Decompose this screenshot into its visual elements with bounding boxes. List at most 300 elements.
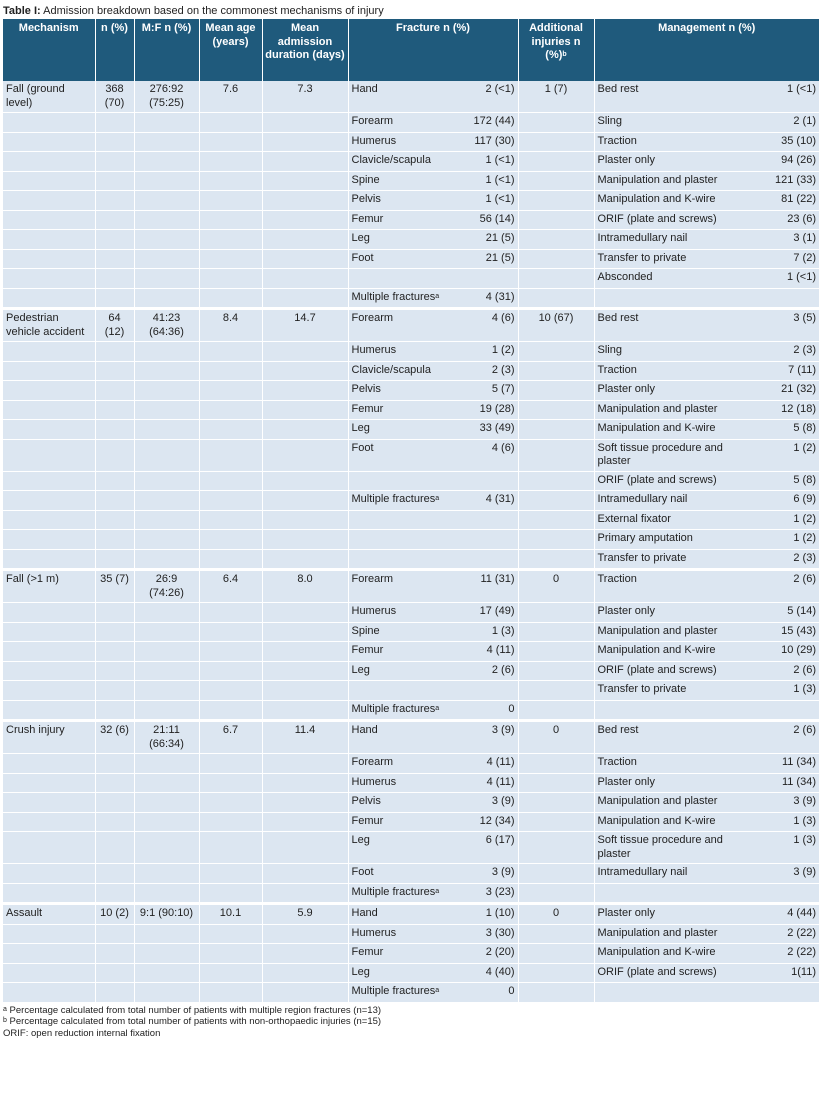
table-row: [3, 471, 819, 491]
empty-cell: [199, 944, 262, 964]
empty-cell: [262, 832, 348, 864]
additional-injuries-cell: [518, 603, 594, 623]
management-count-cell: 5 (8): [739, 420, 819, 440]
empty-cell: [199, 191, 262, 211]
management-count-cell: 1 (<1): [739, 269, 819, 289]
header-mf: M:F n (%): [134, 19, 199, 81]
fracture-count-cell: [460, 530, 518, 550]
empty-cell: [134, 230, 199, 250]
empty-cell: [3, 152, 95, 172]
management-count-cell: 1 (3): [739, 681, 819, 701]
empty-cell: [95, 152, 134, 172]
management-type-cell: Manipulation and plaster: [594, 171, 739, 191]
empty-cell: [3, 603, 95, 623]
management-type-cell: Sling: [594, 113, 739, 133]
fracture-count-cell: [460, 510, 518, 530]
fracture-type: Spine: [351, 624, 380, 637]
table-row: [3, 642, 819, 662]
management-type-cell: Plaster only: [594, 904, 739, 925]
fracture-type-cell: [348, 249, 460, 269]
fracture-count-cell: [460, 681, 518, 701]
fracture-count-cell: 4 (31): [460, 288, 518, 309]
management-type-cell: Traction: [594, 361, 739, 381]
management-type-cell: Traction: [594, 754, 739, 774]
empty-cell: [262, 642, 348, 662]
footnote-b-marker: b: [562, 51, 567, 58]
empty-cell: [199, 491, 262, 511]
empty-cell: [262, 171, 348, 191]
mean-duration-cell: 14.7: [262, 309, 348, 342]
additional-injuries-cell: [518, 113, 594, 133]
empty-cell: [199, 230, 262, 250]
empty-cell: [262, 754, 348, 774]
header-fracture: Fracture n (%): [348, 19, 518, 81]
empty-cell: [199, 288, 262, 309]
management-type-cell: Manipulation and plaster: [594, 400, 739, 420]
empty-cell: [262, 420, 348, 440]
fracture-count-cell: [460, 471, 518, 491]
footnote-marker: a: [3, 1005, 7, 1013]
management-type-cell: Soft tissue procedure and plaster: [594, 439, 739, 471]
empty-cell: [199, 864, 262, 884]
fracture-type-cell: [348, 924, 460, 944]
fracture-count-cell: 4 (6): [460, 309, 518, 342]
management-count-cell: 7 (2): [739, 249, 819, 269]
empty-cell: [134, 342, 199, 362]
empty-cell: [3, 681, 95, 701]
empty-cell: [199, 249, 262, 269]
fracture-type-cell: [348, 113, 460, 133]
fracture-type-cell: [348, 230, 460, 250]
footnote-a-marker: a: [435, 887, 440, 895]
fracture-count-cell: 4 (11): [460, 773, 518, 793]
management-type-cell: Intramedullary nail: [594, 491, 739, 511]
management-count-cell: 1 (2): [739, 530, 819, 550]
fracture-type: Clavicle/scapula: [351, 154, 431, 166]
table-row: [3, 132, 819, 152]
fracture-count-cell: 4 (11): [460, 642, 518, 662]
empty-cell: [134, 864, 199, 884]
fracture-count-cell: 5 (7): [460, 381, 518, 401]
management-type-cell: Soft tissue procedure and plaster: [594, 832, 739, 864]
empty-cell: [199, 361, 262, 381]
empty-cell: [262, 210, 348, 230]
fracture-count-cell: 3 (9): [460, 864, 518, 884]
table-row: [3, 152, 819, 172]
additional-injuries-cell: [518, 230, 594, 250]
empty-cell: [134, 361, 199, 381]
fracture-count-cell: 3 (23): [460, 883, 518, 904]
empty-cell: [95, 603, 134, 623]
empty-cell: [134, 152, 199, 172]
n-cell: 368 (70): [95, 81, 134, 113]
empty-cell: [3, 249, 95, 269]
empty-cell: [134, 924, 199, 944]
fracture-type-cell: [348, 400, 460, 420]
additional-injuries-cell: [518, 171, 594, 191]
footnote-a-marker: a: [435, 987, 440, 994]
management-type-cell: ORIF (plate and screws): [594, 471, 739, 491]
fracture-type-cell: [348, 381, 460, 401]
empty-cell: [3, 132, 95, 152]
management-type-cell: Plaster only: [594, 381, 739, 401]
fracture-type: Leg: [351, 834, 370, 846]
fracture-type-cell: [348, 510, 460, 530]
empty-cell: [3, 549, 95, 570]
empty-cell: [3, 400, 95, 420]
fracture-type: Leg: [351, 663, 370, 676]
fracture-type: Femur: [351, 644, 384, 656]
fracture-type-cell: [348, 269, 460, 289]
empty-cell: [134, 793, 199, 813]
empty-cell: [95, 642, 134, 662]
fracture-count-cell: 1 (10): [460, 904, 518, 925]
management-count-cell: 1 (3): [739, 812, 819, 832]
fracture-count-cell: 2 (<1): [460, 81, 518, 113]
empty-cell: [262, 288, 348, 309]
fracture-type-cell: [348, 132, 460, 152]
empty-cell: [3, 288, 95, 309]
fracture-type-cell: [348, 864, 460, 884]
management-type-cell: Absconded: [594, 269, 739, 289]
additional-injuries-cell: [518, 983, 594, 1002]
fracture-type-cell: [348, 883, 460, 904]
table-row: [3, 269, 819, 289]
empty-cell: [199, 924, 262, 944]
empty-cell: [3, 510, 95, 530]
empty-cell: [199, 269, 262, 289]
empty-cell: [95, 681, 134, 701]
empty-cell: [199, 661, 262, 681]
fracture-type-cell: [348, 210, 460, 230]
management-type-cell: Sling: [594, 342, 739, 362]
empty-cell: [134, 642, 199, 662]
empty-cell: [95, 510, 134, 530]
mean-duration-cell: 5.9: [262, 904, 348, 925]
management-count-cell: 5 (14): [739, 603, 819, 623]
empty-cell: [95, 400, 134, 420]
fracture-count-cell: 2 (3): [460, 361, 518, 381]
management-type-cell: Manipulation and plaster: [594, 622, 739, 642]
mechanism-cell: Assault: [3, 904, 95, 925]
fracture-type: Spine: [351, 173, 380, 186]
empty-cell: [134, 603, 199, 623]
table-row: [3, 342, 819, 362]
empty-cell: [199, 963, 262, 983]
empty-cell: [199, 832, 262, 864]
empty-cell: [3, 883, 95, 904]
table-row: [3, 793, 819, 813]
management-count-cell: 11 (34): [739, 754, 819, 774]
management-count-cell: 10 (29): [739, 642, 819, 662]
management-count-cell: 12 (18): [739, 400, 819, 420]
empty-cell: [262, 381, 348, 401]
empty-cell: [199, 700, 262, 721]
empty-cell: [95, 191, 134, 211]
empty-cell: [3, 642, 95, 662]
additional-injuries-cell: [518, 944, 594, 964]
additional-injuries-cell: [518, 924, 594, 944]
empty-cell: [95, 269, 134, 289]
fracture-type-cell: [348, 832, 460, 864]
empty-cell: [262, 983, 348, 1002]
empty-cell: [134, 171, 199, 191]
additional-injuries-cell: 0: [518, 570, 594, 603]
fracture-count-cell: 3 (9): [460, 721, 518, 754]
empty-cell: [3, 381, 95, 401]
footnote-text: Percentage calculated from total number of patients with multiple region fractures (n=13): [6, 1004, 382, 1016]
additional-injuries-cell: [518, 269, 594, 289]
management-count-cell: 2 (6): [739, 570, 819, 603]
additional-injuries-cell: [518, 152, 594, 172]
empty-cell: [3, 439, 95, 471]
table-row: [3, 400, 819, 420]
fracture-type: Femur: [351, 212, 384, 225]
empty-cell: [134, 883, 199, 904]
fracture-type: Femur: [351, 402, 384, 415]
additional-injuries-cell: [518, 754, 594, 774]
table-row: [3, 381, 819, 401]
fracture-type: Foot: [351, 251, 374, 264]
fracture-count-cell: 0: [460, 983, 518, 1002]
header-mechanism: Mechanism: [3, 19, 95, 81]
management-type-cell: Bed rest: [594, 721, 739, 754]
empty-cell: [95, 983, 134, 1002]
management-count-cell: 3 (9): [739, 793, 819, 813]
management-type-cell: [594, 983, 739, 1002]
mf-ratio-cell: 276:92 (75:25): [134, 81, 199, 113]
empty-cell: [3, 773, 95, 793]
fracture-count-cell: 172 (44): [460, 113, 518, 133]
fracture-type-cell: [348, 681, 460, 701]
table-row: [3, 864, 819, 884]
header-management: Management n (%): [594, 19, 819, 81]
empty-cell: [3, 793, 95, 813]
empty-cell: [3, 113, 95, 133]
management-count-cell: [739, 883, 819, 904]
empty-cell: [134, 812, 199, 832]
fracture-type: Clavicle/scapula: [351, 363, 431, 376]
additional-injuries-cell: [518, 210, 594, 230]
fracture-type-cell: [348, 721, 460, 754]
mechanism-cell: Fall (>1 m): [3, 570, 95, 603]
management-type-cell: Intramedullary nail: [594, 864, 739, 884]
table-row: [3, 361, 819, 381]
empty-cell: [134, 832, 199, 864]
management-type-cell: [594, 288, 739, 309]
management-count-cell: 1 (3): [739, 832, 819, 864]
management-count-cell: 81 (22): [739, 191, 819, 211]
empty-cell: [199, 793, 262, 813]
fracture-count-cell: 33 (49): [460, 420, 518, 440]
empty-cell: [3, 269, 95, 289]
empty-cell: [95, 381, 134, 401]
empty-cell: [199, 439, 262, 471]
mean-age-cell: 8.4: [199, 309, 262, 342]
fracture-count-cell: 11 (31): [460, 570, 518, 603]
empty-cell: [3, 661, 95, 681]
empty-cell: [262, 439, 348, 471]
fracture-type: Pelvis: [351, 193, 381, 205]
table-row: [3, 288, 819, 309]
empty-cell: [199, 754, 262, 774]
management-count-cell: 2 (6): [739, 721, 819, 754]
management-type-cell: Manipulation and K-wire: [594, 642, 739, 662]
footnote-a-marker: a: [435, 292, 440, 300]
empty-cell: [199, 113, 262, 133]
empty-cell: [199, 622, 262, 642]
fracture-count-cell: [460, 549, 518, 570]
management-count-cell: 1 (2): [739, 439, 819, 471]
management-type-cell: Traction: [594, 570, 739, 603]
table-row: [3, 963, 819, 983]
additional-injuries-cell: 0: [518, 721, 594, 754]
additional-injuries-cell: [518, 420, 594, 440]
additional-injuries-cell: 10 (67): [518, 309, 594, 342]
additional-injuries-cell: [518, 510, 594, 530]
management-type-cell: Bed rest: [594, 309, 739, 342]
header-duration: Mean admission duration (days): [262, 19, 348, 81]
fracture-type: Humerus: [351, 605, 397, 617]
additional-injuries-cell: [518, 832, 594, 864]
empty-cell: [262, 700, 348, 721]
empty-cell: [3, 342, 95, 362]
empty-cell: [262, 924, 348, 944]
table-row: [3, 230, 819, 250]
table-row: [3, 309, 819, 342]
empty-cell: [262, 191, 348, 211]
management-type-cell: Manipulation and K-wire: [594, 812, 739, 832]
fracture-count-cell: 56 (14): [460, 210, 518, 230]
empty-cell: [3, 963, 95, 983]
additional-injuries-cell: [518, 361, 594, 381]
management-type-cell: Bed rest: [594, 81, 739, 113]
empty-cell: [3, 924, 95, 944]
table-row: [3, 420, 819, 440]
fracture-count-cell: 21 (5): [460, 249, 518, 269]
empty-cell: [262, 400, 348, 420]
additional-injuries-cell: [518, 491, 594, 511]
empty-cell: [134, 249, 199, 269]
empty-cell: [134, 491, 199, 511]
management-type-cell: Plaster only: [594, 152, 739, 172]
fracture-count-cell: 1 (3): [460, 622, 518, 642]
fracture-type-cell: [348, 171, 460, 191]
additional-injuries-cell: [518, 883, 594, 904]
mechanism-cell: Crush injury: [3, 721, 95, 754]
mean-duration-cell: 7.3: [262, 81, 348, 113]
fracture-type: Multiple fractures: [351, 290, 436, 303]
table-row: [3, 754, 819, 774]
additional-injuries-cell: [518, 773, 594, 793]
empty-cell: [199, 510, 262, 530]
fracture-count-cell: 3 (30): [460, 924, 518, 944]
empty-cell: [3, 754, 95, 774]
fracture-type: Leg: [351, 965, 370, 978]
empty-cell: [199, 549, 262, 570]
table-row: [3, 491, 819, 511]
mf-ratio-cell: 26:9 (74:26): [134, 570, 199, 603]
n-cell: 35 (7): [95, 570, 134, 603]
fracture-count-cell: 1 (<1): [460, 191, 518, 211]
empty-cell: [134, 510, 199, 530]
additional-injuries-cell: [518, 963, 594, 983]
header-n: n (%): [95, 19, 134, 81]
empty-cell: [3, 191, 95, 211]
empty-cell: [134, 381, 199, 401]
management-count-cell: 1 (2): [739, 510, 819, 530]
table-row: [3, 510, 819, 530]
empty-cell: [199, 152, 262, 172]
table-row: [3, 549, 819, 570]
table-row: [3, 681, 819, 701]
additional-injuries-cell: [518, 700, 594, 721]
empty-cell: [262, 812, 348, 832]
empty-cell: [262, 152, 348, 172]
footnote-text: ORIF: open reduction internal fixation: [3, 1027, 161, 1039]
fracture-type: Multiple fractures: [351, 985, 436, 997]
management-type-cell: Manipulation and K-wire: [594, 420, 739, 440]
empty-cell: [262, 661, 348, 681]
empty-cell: [134, 944, 199, 964]
empty-cell: [262, 944, 348, 964]
fracture-type-cell: [348, 570, 460, 603]
empty-cell: [3, 361, 95, 381]
management-type-cell: Plaster only: [594, 773, 739, 793]
empty-cell: [134, 269, 199, 289]
empty-cell: [262, 530, 348, 550]
additional-injuries-cell: [518, 793, 594, 813]
fracture-type-cell: [348, 361, 460, 381]
fracture-type: Foot: [351, 866, 374, 878]
fracture-type: Humerus: [351, 134, 397, 147]
mean-duration-cell: 11.4: [262, 721, 348, 754]
management-type-cell: [594, 700, 739, 721]
additional-injuries-cell: [518, 439, 594, 471]
additional-injuries-cell: [518, 191, 594, 211]
empty-cell: [3, 812, 95, 832]
empty-cell: [199, 812, 262, 832]
empty-cell: [95, 471, 134, 491]
management-count-cell: 21 (32): [739, 381, 819, 401]
empty-cell: [95, 491, 134, 511]
header-additional: [518, 19, 594, 81]
management-type-cell: Primary amputation: [594, 530, 739, 550]
management-count-cell: 3 (9): [739, 864, 819, 884]
management-count-cell: [739, 288, 819, 309]
fracture-count-cell: 4 (11): [460, 754, 518, 774]
fracture-type: Forearm: [351, 756, 394, 768]
management-count-cell: 2 (22): [739, 924, 819, 944]
footnote-a-marker: a: [435, 704, 440, 712]
additional-injuries-cell: [518, 622, 594, 642]
additional-injuries-cell: [518, 249, 594, 269]
fracture-count-cell: 4 (31): [460, 491, 518, 511]
fracture-type-cell: [348, 491, 460, 511]
fracture-type-cell: [348, 152, 460, 172]
table-row: [3, 191, 819, 211]
fracture-type-cell: [348, 549, 460, 570]
empty-cell: [199, 642, 262, 662]
mean-age-cell: 6.7: [199, 721, 262, 754]
management-type-cell: [594, 883, 739, 904]
footnote-marker: b: [3, 1017, 7, 1024]
management-type-cell: Manipulation and K-wire: [594, 944, 739, 964]
table-row: [3, 570, 819, 603]
footnote-text: Percentage calculated from total number of patients with non-orthopaedic injuries (n=15): [6, 1016, 382, 1027]
fracture-count-cell: 1 (<1): [460, 152, 518, 172]
empty-cell: [199, 420, 262, 440]
